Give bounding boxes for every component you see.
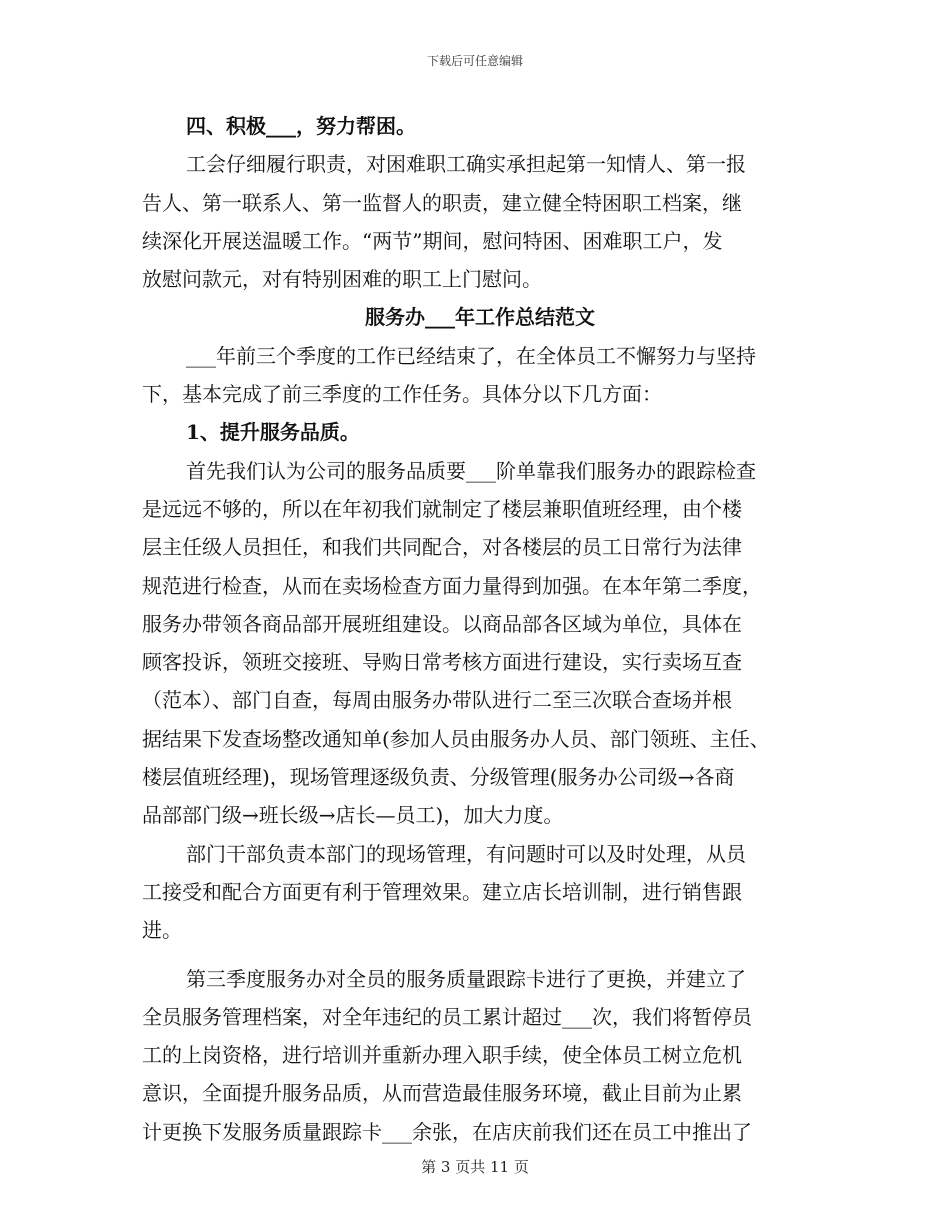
page-header: 下载后可任意编辑 bbox=[426, 54, 523, 68]
text-line: 第三季度服务办对全员的服务质量跟踪卡进行了更换，并建立了 bbox=[186, 966, 746, 991]
text-line: 顾客投诉，领班交接班、导购日常考核方面进行建设，实行卖场互查 bbox=[142, 650, 742, 675]
text-line: 工会仔细履行职责，对困难职工确实承担起第一知情人、第一报 bbox=[186, 152, 746, 177]
text-line: （范本）、部门自查，每周由服务办带队进行二至三次联合查场并根 bbox=[142, 688, 732, 713]
text-line: 楼层值班经理)，现场管理逐级负责、分级管理(服务办公司级→各商 bbox=[142, 765, 735, 790]
text-line: 品部部门级→班长级→店长—员工)，加大力度。 bbox=[142, 803, 564, 828]
section-heading: 1、提升服务品质。 bbox=[186, 420, 360, 445]
text-line: ___年前三个季度的工作已经结束了，在全体员工不懈努力与坚持 bbox=[186, 343, 756, 368]
text-line: 续深化开展送温暖工作。“两节”期间，慰问特困、困难职工户，发 bbox=[142, 228, 723, 253]
text-line: 部门干部负责本部门的现场管理，有问题时可以及时处理，从员 bbox=[186, 841, 746, 866]
text-line: 据结果下发查场整改通知单(参加人员由服务办人员、部门领班、主任、 bbox=[142, 726, 770, 751]
text-line: 首先我们认为公司的服务品质要___阶单靠我们服务办的跟踪检查 bbox=[186, 458, 756, 483]
text-line: 下，基本完成了前三季度的工作任务。具体分以下几方面： bbox=[142, 382, 662, 407]
paragraph-gap bbox=[142, 950, 808, 960]
text-line: 全员服务管理档案，对全年违纪的员工累计超过___次，我们将暂停员 bbox=[142, 1004, 752, 1029]
text-line: 工接受和配合方面更有利于管理效果。建立店长培训制，进行销售跟 bbox=[142, 879, 742, 904]
text-line: 进。 bbox=[142, 918, 182, 943]
text-line: 规范进行检查，从而在卖场检查方面力量得到加强。在本年第二季度， bbox=[142, 573, 762, 598]
text-line: 意识，全面提升服务品质，从而营造最佳服务环境，截止目前为止累 bbox=[142, 1081, 742, 1106]
text-line: 放慰问款元，对有特别困难的职工上门慰问。 bbox=[142, 267, 542, 292]
page-footer: 第 3 页共 11 页 bbox=[421, 1158, 529, 1176]
text-line: 计更换下发服务质量跟踪卡___余张，在店庆前我们还在员工中推出了 bbox=[142, 1119, 752, 1144]
text-line: 层主任级人员担任，和我们共同配合，对各楼层的员工日常行为法律 bbox=[142, 535, 742, 560]
text-line: 是远远不够的，所以在年初我们就制定了楼层兼职值班经理，由个楼 bbox=[142, 496, 742, 521]
section-title: 服务办___年工作总结范文 bbox=[365, 305, 595, 330]
text-line: 告人、第一联系人、第一监督人的职责，建立健全特困职工档案，继 bbox=[142, 190, 742, 215]
section-heading: 四、积极___，努力帮困。 bbox=[186, 114, 416, 138]
document-body bbox=[142, 107, 808, 1151]
text-line: 工的上岗资格，进行培训并重新办理入职手续，使全体员工树立危机 bbox=[142, 1043, 742, 1068]
text-line: 服务办带领各商品部开展班组建设。以商品部各区域为单位，具体在 bbox=[142, 611, 742, 636]
